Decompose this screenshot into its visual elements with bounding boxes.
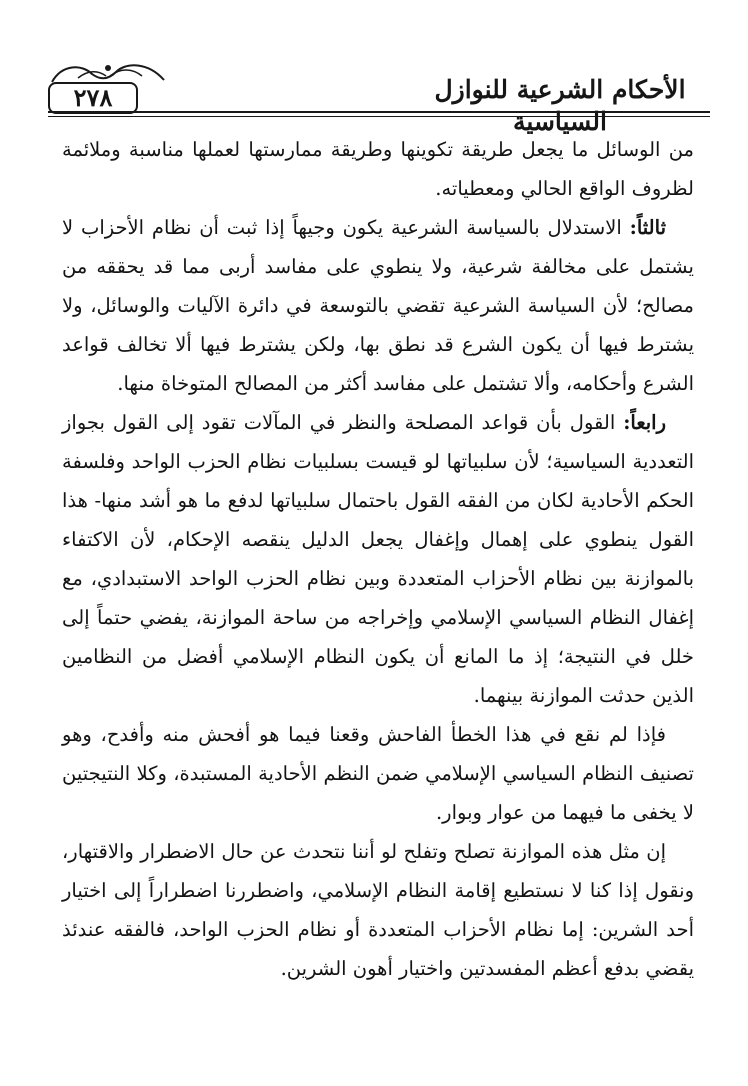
paragraph-fourth-point [62,403,694,715]
paragraph-text: فإذا لم نقع في هذا الخطأ الفاحش وقعنا فيما هو أفحش منه وأفدح، وهو تصنيف النظام السياسي الإسلامي ضمن النظم الأحادية المستبدة، وكلا النتيجتين لا يخفى ما فيهما من عوار وبوار. [62,723,694,824]
point-label: رابعاً: [623,411,666,434]
running-title: الأحكام الشرعية للنوازل السياسية [434,75,686,136]
paragraph [62,715,694,832]
page-body [62,130,694,988]
header-rule [48,111,710,113]
point-label: ثالثاً: [629,216,666,239]
paragraph-third-point [62,208,694,403]
paragraph-text: إن مثل هذه الموازنة تصلح وتفلح لو أننا نتحدث عن حال الاضطرار والاقتهار، ونقول إذا كنا لا نستطيع إقامة النظام الإسلامي، واضطررنا اضطراراً إلى اختيار أحد الشرين: إما نظام الأحزاب المتعددة أو نظام الحزب الواحد، فالفقه عندئذ يقضي بدفع أعظم المفسدتين واختيار أهون الشرين. [62,840,694,980]
paragraph-continuation [62,130,694,208]
page-number: ٢٧٨ [48,82,138,114]
paragraph-text: القول بأن قواعد المصلحة والنظر في المآلات تقود إلى القول بجواز التعددية السياسية؛ لأن سلبياتها لو قيست بسلبيات نظام الحزب الواحد وفلسفة الحكم الأحادية لكان من الفقه القول باحتمال سلبياتها لدفع ما هو أشد منها- هذا القول ينطوي على إهمال وإغفال يجعل الدليل ينقصه الإحكام، لأن الاكتفاء بالموازنة بين نظام الأحزاب المتعددة وبين نظام الحزب الواحد الاستبدادي، مع إغفال النظام السياسي الإسلامي وإخراجه من ساحة الموازنة، يفضي حتماً إلى خلل في النتيجة؛ إذ ما المانع أن يكون النظام الإسلامي أفضل من النظامين الذين حدثت الموازنة بينهما. [62,411,694,707]
page-header [48,60,710,136]
paragraph-text: من الوسائل ما يجعل طريقة تكوينها وطريقة ممارستها لعملها مناسبة وملائمة لظروف الواقع الحالي ومعطياته. [62,138,694,200]
paragraph [62,832,694,988]
header-rule-thin [48,116,710,117]
paragraph-text: الاستدلال بالسياسة الشرعية يكون وجيهاً إذا ثبت أن نظام الأحزاب لا يشتمل على مخالفة شرعية، ولا ينطوي على مفاسد أربى مما قد يحققه من مصالح؛ لأن السياسة الشرعية تقضي بالتوسعة في دائرة الآليات والوسائل، ولا يشترط فيها أن يكون الشرع قد نطق بها، ولكن يشترط فيها ألا تخالف قواعد الشرع وأحكامه، وألا تشتمل على مفاسد أكثر من المصالح المتوخاة منها. [62,216,694,395]
